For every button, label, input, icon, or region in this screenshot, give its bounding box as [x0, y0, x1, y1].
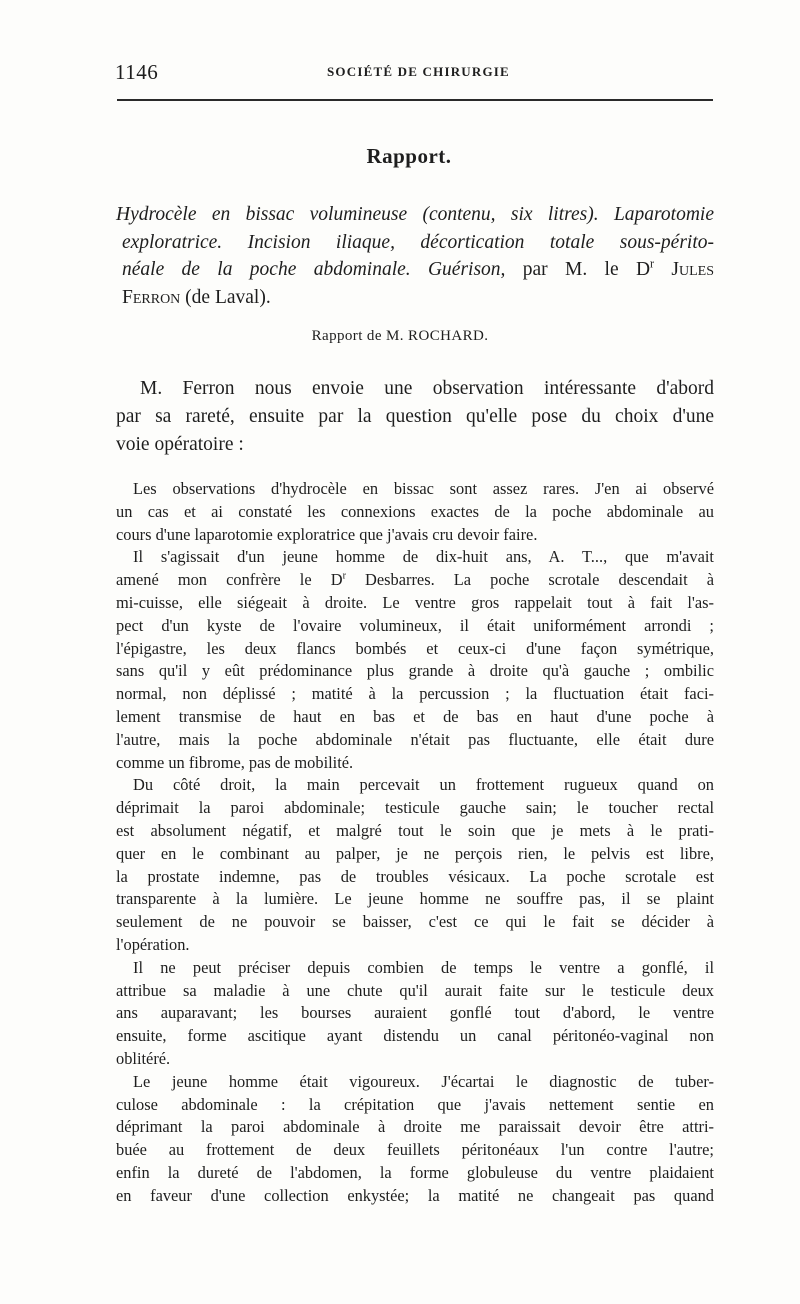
text-line: enfin la dureté de l'abdomen, la forme globuleuse du ventre plaidaient: [116, 1162, 714, 1182]
text-line: Le jeune homme était vigoureux. J'écartai le diagnostic de tuber-: [133, 1071, 714, 1091]
text-line: quer en le combinant au palper, je ne perçois rien, le pelvis est libre,: [116, 843, 714, 863]
text-line: normal, non déplissé ; matité à la percussion ; la fluctuation était faci-: [116, 684, 714, 704]
page-header: [115, 60, 715, 88]
text-line: est absolument négatif, et malgré tout le soin que je mets à le prati-: [116, 820, 714, 840]
text-line: l'épigastre, les deux flancs bombés et ceux-ci d'une façon symétrique,: [116, 638, 714, 658]
text-line: ensuite, forme ascitique ayant distendu un canal péritonéo-vaginal non: [116, 1026, 714, 1046]
body-text: [116, 478, 714, 1208]
text-line: oblitéré.: [116, 1048, 171, 1068]
text-line: Il ne peut préciser depuis combien de temps le ventre a gonflé, il: [133, 957, 714, 977]
text-fragment: amené mon confrère le D: [116, 570, 343, 590]
text-line: comme un fibrome, pas de mobilité.: [116, 752, 354, 772]
text-line: sans qu'il y eût prédominance plus grande à droite qu'à gauche ; ombilic: [116, 661, 714, 681]
header-rule: [117, 99, 713, 101]
text-line: déprimait la paroi abdominale; testicule gauche sain; le toucher rectal: [116, 798, 714, 818]
text-line: Il s'agissait d'un jeune homme de dix-huit ans, A. T..., que m'avait: [133, 547, 714, 567]
intro-line: M. Ferron nous envoie une observation intéressante d'abord: [140, 378, 714, 399]
text-fragment: Desbarres. La poche scrotale descendait à: [345, 570, 714, 590]
text-line: culose abdominale : la crépitation que j'avais nettement sentie en: [116, 1094, 714, 1114]
text-line: attribue sa maladie à une chute qu'il aurait faite sur le testicule deux: [116, 980, 714, 1000]
text-line: déprimant la paroi abdominale à droite me paraissait devoir être attri-: [116, 1117, 714, 1137]
text-line: Les observations d'hydrocèle en bissac sont assez rares. J'en ai observé: [133, 479, 714, 498]
running-head: SOCIÉTÉ DE CHIRURGIE: [327, 64, 510, 79]
title-line: [116, 256, 714, 284]
author-surname: Ferron: [122, 286, 181, 308]
author-name: Jules: [654, 259, 714, 280]
text-line: transparente à la lumière. Le jeune homme ne souffre pas, il se plaint: [116, 889, 714, 909]
intro-line: par sa rareté, ensuite par la question qu'elle pose du choix d'une: [116, 406, 714, 427]
intro-paragraph: [116, 375, 714, 459]
text-line: pect d'un kyste de l'ovaire volumineux, il était uniformément arrondi ;: [116, 615, 714, 635]
title-fragment: par M. le D: [505, 259, 651, 280]
report-byline: Rapport de M. ROCHARD.: [311, 328, 489, 344]
text-line: [116, 569, 714, 592]
report-title: [116, 201, 714, 311]
text-line: un cas et ai constaté les connexions exactes de la poche abdominale au: [116, 501, 714, 521]
title-line: [116, 284, 714, 312]
title-sup: r: [650, 256, 655, 271]
author-place: (de Laval).: [180, 286, 271, 308]
text-sup: r: [342, 570, 346, 582]
text-line: l'autre, mais la poche abdominale n'était pas fluctuante, elle était dure: [116, 729, 714, 749]
text-line: seulement de ne pouvoir se baisser, c'est ce qui le fait se décider à: [116, 912, 714, 932]
text-line: ans auparavant; les bourses auraient gonflé tout d'abord, le ventre: [116, 1003, 714, 1023]
text-line: l'opération.: [116, 934, 190, 954]
text-line: cours d'une laparotomie exploratrice que j'avais cru devoir faire.: [116, 524, 538, 544]
section-title: Rapport.: [366, 144, 452, 168]
text-line: buée au frottement de deux feuillets péritonéaux l'un contre l'autre;: [116, 1140, 714, 1160]
text-line: Du côté droit, la main percevait un frottement rugueux quand on: [133, 775, 714, 795]
text-line: en faveur d'une collection enkystée; la matité ne changeait pas quand: [116, 1185, 714, 1205]
page-number: 1146: [115, 60, 159, 84]
title-fragment: néale de la poche abdominale. Guérison,: [122, 259, 506, 280]
text-line: lement transmise de haut en bas et de bas en haut d'une poche à: [116, 706, 714, 726]
text-line: la prostate indemne, pas de troubles vésicaux. La poche scrotale est: [116, 866, 714, 886]
title-line: exploratrice. Incision iliaque, décortication totale sous-périto-: [122, 231, 714, 253]
intro-line: voie opératoire :: [116, 434, 244, 455]
title-line: Hydrocèle en bissac volumineuse (contenu, six litres). Laparotomie: [116, 204, 714, 225]
text-line: mi-cuisse, elle siégeait à droite. Le ventre gros rappelait tout à fait l'as-: [116, 592, 714, 612]
